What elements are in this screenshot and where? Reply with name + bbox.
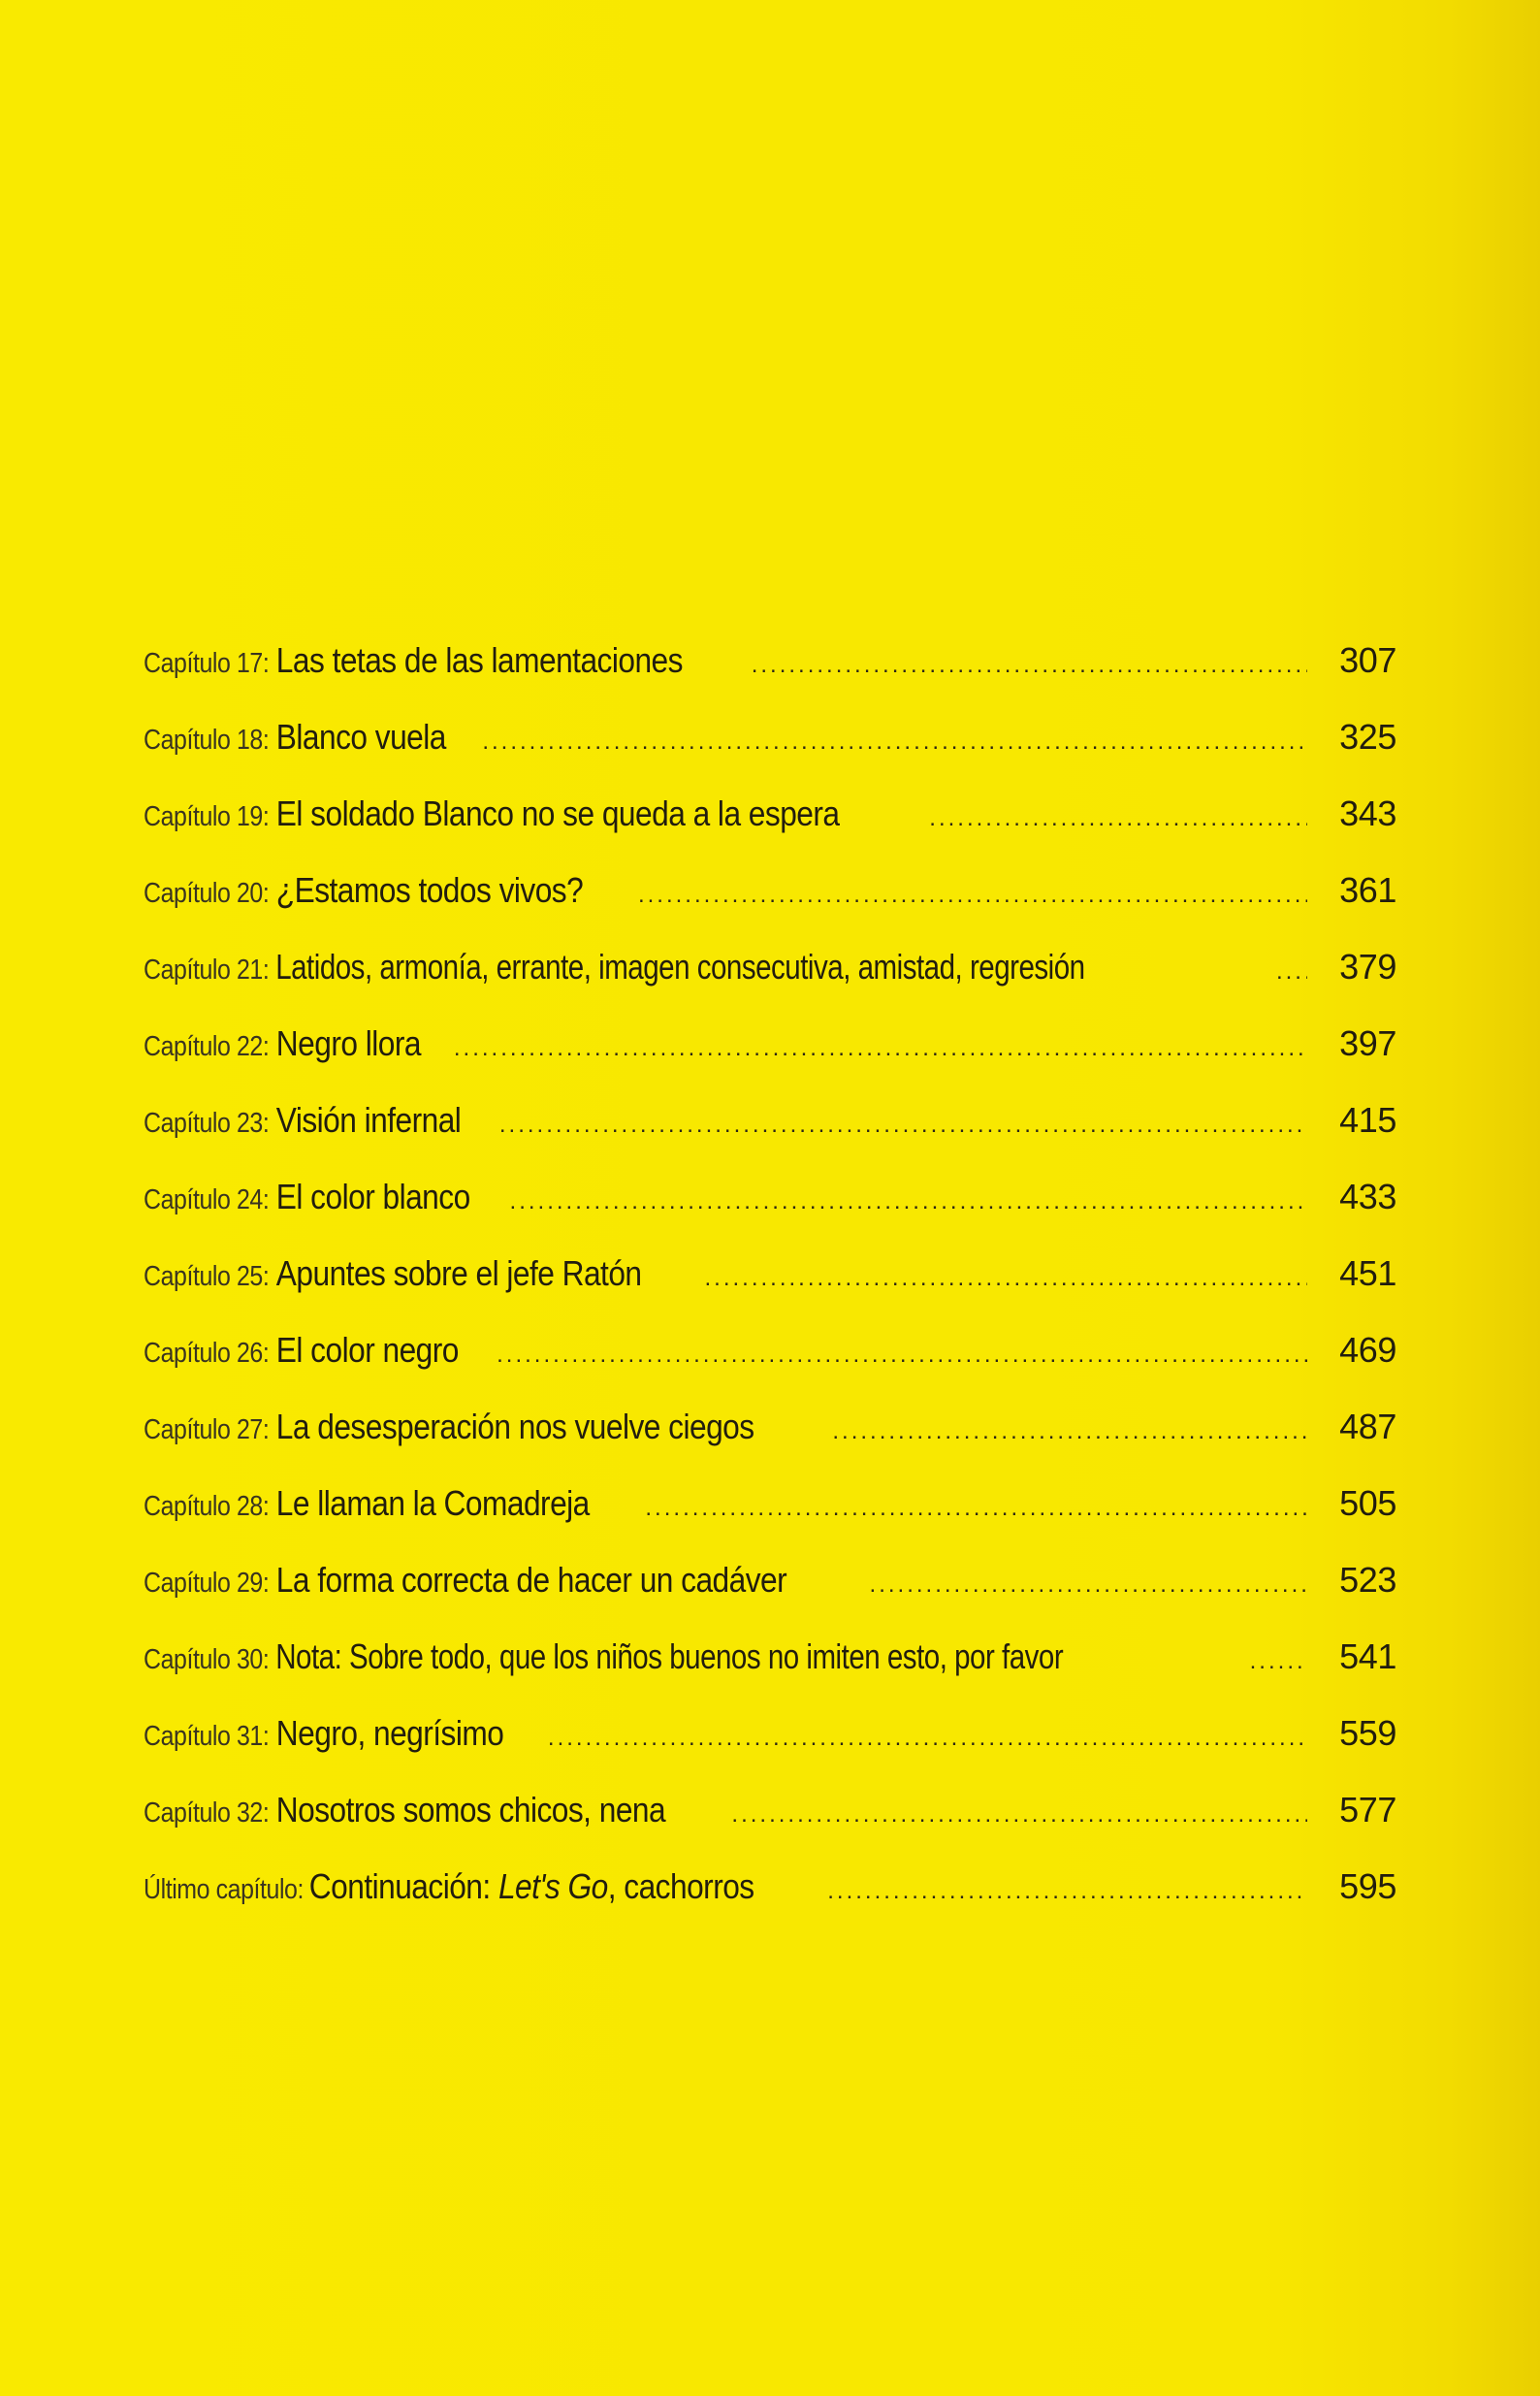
toc-entry-31[interactable] [144,1713,1396,1790]
toc-entry-32[interactable] [144,1790,1396,1866]
dot-leader [731,1801,1307,1829]
page-number: 415 [1339,1100,1396,1140]
dot-leader [499,1112,1307,1139]
chapter-label: Capítulo 20: [144,878,270,909]
dot-leader [870,1571,1307,1599]
table-of-contents [144,640,1396,1943]
chapter-title: Negro, negrísimo [276,1713,504,1753]
dot-leader [638,882,1307,909]
toc-entry-17[interactable] [144,640,1396,717]
chapter-title: ¿Estamos todos vivos? [276,870,584,910]
toc-entry-29[interactable] [144,1560,1396,1636]
chapter-label: Capítulo 29: [144,1568,270,1599]
page-number: 307 [1339,640,1396,680]
chapter-label: Capítulo 23: [144,1108,270,1139]
dot-leader [752,652,1307,679]
chapter-title: La forma correcta de hacer un cadáver [276,1560,787,1600]
chapter-label: Capítulo 21: [144,955,270,986]
chapter-label: Capítulo 18: [144,725,270,756]
page-number: 325 [1339,717,1396,757]
toc-entry-22[interactable] [144,1023,1396,1100]
chapter-title: Las tetas de las lamentaciones [276,640,684,680]
dot-leader [827,1878,1307,1905]
page-number: 577 [1339,1790,1396,1829]
toc-entry-18[interactable] [144,717,1396,793]
chapter-title: La desesperación nos vuelve ciegos [276,1407,754,1446]
toc-entry-30[interactable] [144,1636,1396,1713]
page-number: 595 [1339,1866,1396,1906]
page-number: 541 [1339,1636,1396,1676]
toc-entry-27[interactable] [144,1407,1396,1483]
chapter-label: Capítulo 28: [144,1491,270,1522]
toc-entry-25[interactable] [144,1253,1396,1330]
chapter-label: Capítulo 32: [144,1797,270,1829]
chapter-title: Nota: Sobre todo, que los niños buenos no imiten esto, por favor [275,1636,1064,1676]
chapter-label: Capítulo 19: [144,801,270,832]
dot-leader [645,1495,1307,1522]
toc-entry-19[interactable] [144,793,1396,870]
toc-entry-20[interactable] [144,870,1396,947]
chapter-title: Negro llora [276,1023,422,1063]
chapter-title: El soldado Blanco no se queda a la espera [276,793,840,833]
dot-leader [832,1418,1307,1445]
dot-leader [1276,958,1307,986]
dot-leader [454,1035,1307,1062]
chapter-title-suffix: , cachorros [607,1866,754,1906]
chapter-title: Apuntes sobre el jefe Ratón [276,1253,642,1293]
chapter-title: Visión infernal [276,1100,462,1140]
page-number: 469 [1339,1330,1396,1370]
chapter-label: Capítulo 31: [144,1721,270,1752]
toc-entry-21[interactable] [144,947,1396,1023]
chapter-title: El color negro [276,1330,460,1370]
chapter-label: Capítulo 30: [144,1644,270,1675]
chapter-label: Capítulo 22: [144,1031,270,1062]
dot-leader [1250,1648,1307,1675]
chapter-title: Nosotros somos chicos, nena [276,1790,666,1829]
chapter-label: Capítulo 27: [144,1414,270,1445]
chapter-label: Capítulo 26: [144,1338,270,1369]
dot-leader [510,1188,1307,1215]
toc-entry-28[interactable] [144,1483,1396,1560]
chapter-title-italic: Let's Go [497,1866,608,1906]
chapter-label: Capítulo 24: [144,1184,270,1215]
page-number: 397 [1339,1023,1396,1063]
chapter-title: El color blanco [276,1177,471,1216]
toc-entry-23[interactable] [144,1100,1396,1177]
page-number: 433 [1339,1177,1396,1216]
toc-entry-24[interactable] [144,1177,1396,1253]
page-number: 379 [1339,947,1396,987]
chapter-label: Capítulo 17: [144,648,270,679]
toc-entry-last[interactable] [144,1866,1396,1943]
chapter-label: Último capítulo: [144,1874,304,1905]
chapter-label: Capítulo 25: [144,1261,270,1292]
page-number: 451 [1339,1253,1396,1293]
page-number: 523 [1339,1560,1396,1600]
dot-leader [482,729,1307,756]
dot-leader [548,1725,1307,1752]
chapter-title-prefix: Continuación: [308,1866,491,1906]
chapter-title: Le llaman la Comadreja [276,1483,591,1523]
page-number: 361 [1339,870,1396,910]
page-number: 505 [1339,1483,1396,1523]
chapter-title: Latidos, armonía, errante, imagen consecutiva, amistad, regresión [275,947,1085,987]
page-number: 343 [1339,793,1396,833]
dot-leader [497,1342,1307,1369]
page-number: 559 [1339,1713,1396,1753]
dot-leader [929,805,1307,832]
dot-leader [704,1265,1307,1292]
chapter-title [301,1866,754,1907]
toc-entry-26[interactable] [144,1330,1396,1407]
page-number: 487 [1339,1407,1396,1446]
chapter-title: Blanco vuela [276,717,447,757]
